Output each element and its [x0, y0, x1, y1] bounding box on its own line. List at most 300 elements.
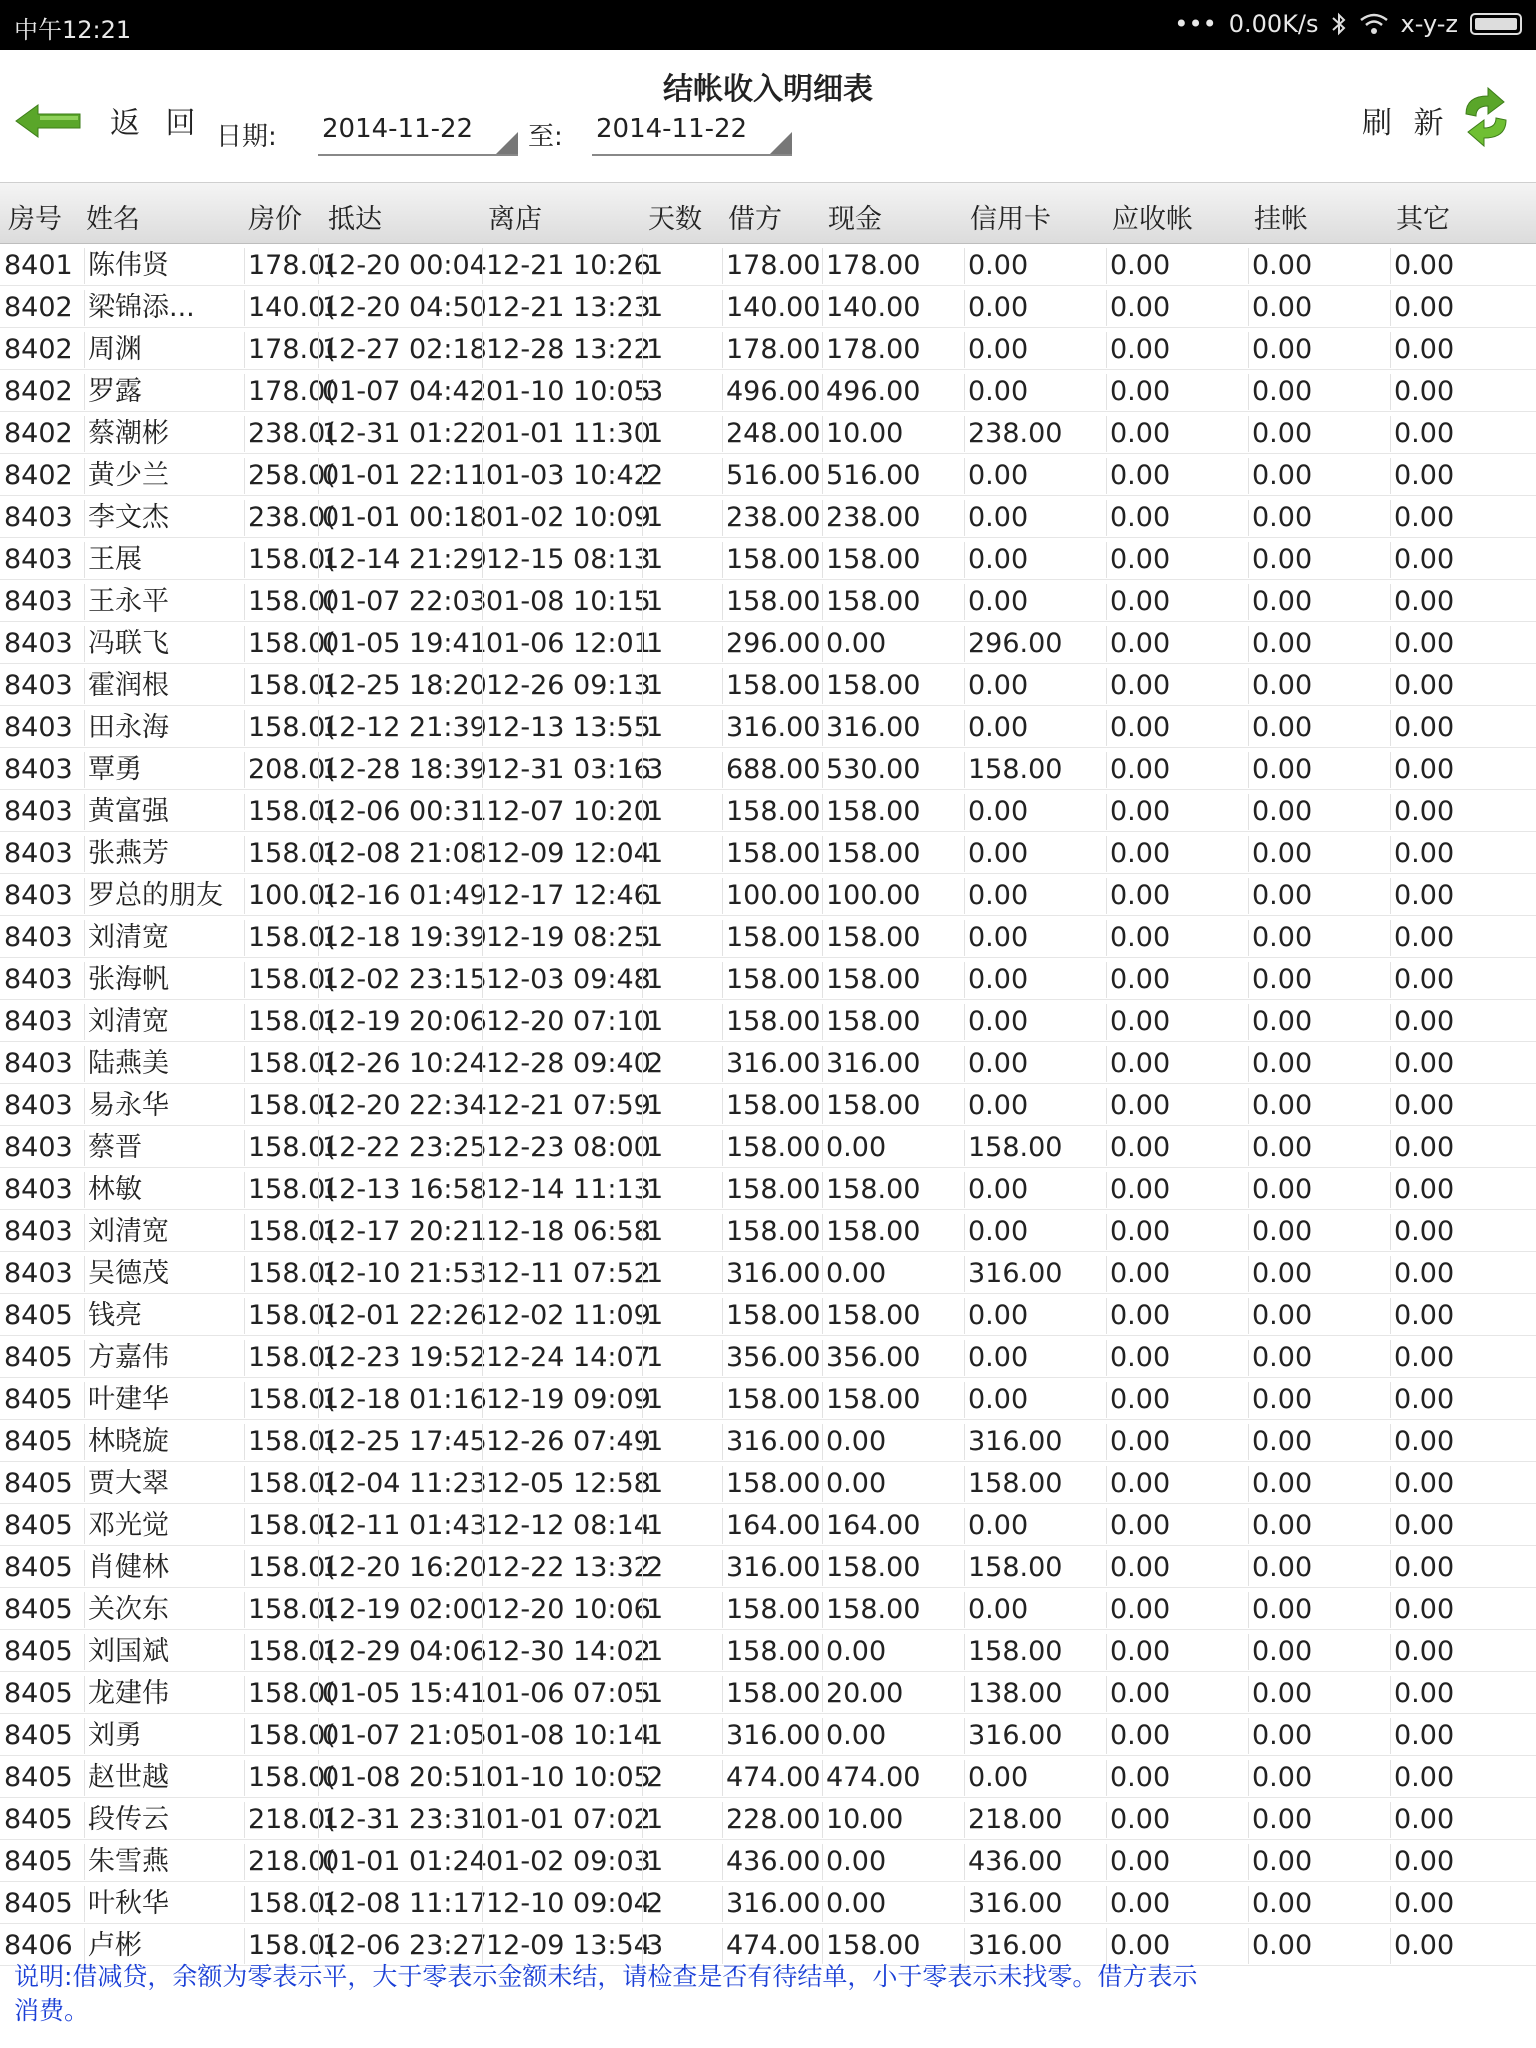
cell-on-account: 0.00 — [1248, 584, 1388, 620]
cell-arrival: 12-31 01:22 — [318, 416, 480, 452]
cell-debit: 316.00 — [722, 710, 822, 746]
cell-debit: 158.00 — [722, 1466, 822, 1502]
cell-name: 关次东 — [84, 1592, 240, 1628]
cell-receivable: 0.00 — [1106, 920, 1246, 956]
cell-credit-card: 0.00 — [964, 1340, 1104, 1376]
table-row[interactable] — [0, 1588, 1536, 1630]
table-row[interactable] — [0, 1672, 1536, 1714]
cell-departure: 12-26 09:13 — [482, 668, 640, 704]
cell-arrival: 12-31 23:31 — [318, 1802, 480, 1838]
table-row[interactable] — [0, 1420, 1536, 1462]
table-row[interactable] — [0, 1126, 1536, 1168]
cell-room: 8405 — [4, 1888, 73, 1919]
cell-receivable: 0.00 — [1106, 458, 1246, 494]
cell-other: 0.00 — [1390, 1130, 1530, 1166]
cell-cash: 158.00 — [822, 1004, 962, 1040]
cell-arrival: 12-08 11:17 — [318, 1886, 480, 1922]
table-row[interactable] — [0, 1546, 1536, 1588]
cell-rate: 158.0( — [244, 920, 318, 956]
cell-on-account: 0.00 — [1248, 794, 1388, 830]
cell-cash: 10.00 — [822, 416, 962, 452]
cell-credit-card: 0.00 — [964, 248, 1104, 284]
cell-days: 1 — [642, 1298, 718, 1334]
refresh-icon[interactable] — [1456, 84, 1516, 150]
cell-departure: 12-21 13:23 — [482, 290, 640, 326]
network-speed: 0.00K/s — [1228, 10, 1319, 38]
back-arrow-icon[interactable] — [14, 102, 82, 140]
cell-room: 8405 — [4, 1468, 73, 1499]
cell-receivable: 0.00 — [1106, 1382, 1246, 1418]
cell-room: 8405 — [4, 1678, 73, 1709]
cell-receivable: 0.00 — [1106, 1298, 1246, 1334]
cell-rate: 158.0( — [244, 1676, 318, 1712]
cell-name: 陈伟贤 — [84, 248, 240, 284]
cell-departure: 12-09 13:54 — [482, 1928, 640, 1964]
cell-days: 1 — [642, 1592, 718, 1628]
cell-departure: 12-19 08:25 — [482, 920, 640, 956]
cell-arrival: 01-05 15:41 — [318, 1676, 480, 1712]
table-row[interactable] — [0, 370, 1536, 412]
table-row[interactable] — [0, 244, 1536, 286]
cell-departure: 12-19 09:09 — [482, 1382, 640, 1418]
cell-room: 8403 — [4, 838, 73, 869]
cell-credit-card: 436.00 — [964, 1844, 1104, 1880]
table-row[interactable] — [0, 496, 1536, 538]
col-credit-card[interactable]: 信用卡 — [970, 204, 1051, 235]
cell-room: 8403 — [4, 670, 73, 701]
cell-rate: 178.0( — [244, 248, 318, 284]
cell-days: 1 — [642, 1718, 718, 1754]
col-on-account[interactable]: 挂帐 — [1254, 204, 1308, 235]
cell-rate: 158.0( — [244, 1508, 318, 1544]
cell-other: 0.00 — [1390, 1004, 1530, 1040]
cell-receivable: 0.00 — [1106, 1004, 1246, 1040]
cell-other: 0.00 — [1390, 1886, 1530, 1922]
col-room[interactable]: 房号 — [8, 204, 62, 235]
cell-departure: 12-12 08:14 — [482, 1508, 640, 1544]
cell-cash: 178.00 — [822, 248, 962, 284]
cell-debit: 158.00 — [722, 962, 822, 998]
cell-receivable: 0.00 — [1106, 878, 1246, 914]
col-other[interactable]: 其它 — [1396, 204, 1450, 235]
cell-credit-card: 158.00 — [964, 1466, 1104, 1502]
cell-days: 2 — [642, 1046, 718, 1082]
cell-on-account: 0.00 — [1248, 1802, 1388, 1838]
cell-room: 8405 — [4, 1594, 73, 1625]
cell-credit-card: 158.00 — [964, 752, 1104, 788]
cell-rate: 158.0( — [244, 1634, 318, 1670]
cell-name: 林晓旋 — [84, 1424, 240, 1460]
cell-on-account: 0.00 — [1248, 1760, 1388, 1796]
cell-departure: 01-06 12:01 — [482, 626, 640, 662]
cell-credit-card: 158.00 — [964, 1130, 1104, 1166]
table-row[interactable] — [0, 1840, 1536, 1882]
cell-rate: 158.0( — [244, 1172, 318, 1208]
cell-on-account: 0.00 — [1248, 1550, 1388, 1586]
cell-cash: 0.00 — [822, 1130, 962, 1166]
cell-debit: 178.00 — [722, 332, 822, 368]
cell-arrival: 01-01 00:18 — [318, 500, 480, 536]
cell-debit: 316.00 — [722, 1550, 822, 1586]
table-row[interactable] — [0, 580, 1536, 622]
cell-other: 0.00 — [1390, 794, 1530, 830]
cell-room: 8405 — [4, 1846, 73, 1877]
cell-arrival: 12-16 01:49 — [318, 878, 480, 914]
cell-rate: 158.0( — [244, 1004, 318, 1040]
cell-days: 1 — [642, 794, 718, 830]
cell-arrival: 01-05 19:41 — [318, 626, 480, 662]
cell-departure: 01-06 07:05 — [482, 1676, 640, 1712]
cell-room: 8405 — [4, 1804, 73, 1835]
cell-rate: 158.0( — [244, 1886, 318, 1922]
cell-departure: 12-05 12:58 — [482, 1466, 640, 1502]
cell-cash: 158.00 — [822, 1214, 962, 1250]
table-row[interactable] — [0, 1882, 1536, 1924]
cell-credit-card: 0.00 — [964, 500, 1104, 536]
cell-name: 陆燕美 — [84, 1046, 240, 1082]
cell-on-account: 0.00 — [1248, 290, 1388, 326]
cell-name: 周渊 — [84, 332, 240, 368]
col-rate[interactable]: 房价 — [248, 204, 302, 235]
cell-credit-card: 316.00 — [964, 1718, 1104, 1754]
cell-receivable: 0.00 — [1106, 1466, 1246, 1502]
cell-other: 0.00 — [1390, 1802, 1530, 1838]
cell-debit: 158.00 — [722, 1088, 822, 1124]
cell-receivable: 0.00 — [1106, 290, 1246, 326]
table-row[interactable] — [0, 454, 1536, 496]
cell-arrival: 01-01 22:11 — [318, 458, 480, 494]
cell-other: 0.00 — [1390, 752, 1530, 788]
cell-on-account: 0.00 — [1248, 1046, 1388, 1082]
date-to-field[interactable] — [592, 108, 792, 156]
cell-rate: 158.0( — [244, 1298, 318, 1334]
cell-receivable: 0.00 — [1106, 1424, 1246, 1460]
cell-debit: 158.00 — [722, 542, 822, 578]
cell-days: 1 — [642, 1004, 718, 1040]
dropdown-corner-icon — [496, 132, 518, 154]
cell-departure: 12-21 10:26 — [482, 248, 640, 284]
cell-days: 3 — [642, 1928, 718, 1964]
cell-rate: 158.0( — [244, 836, 318, 872]
date-label: 日期: — [216, 122, 277, 152]
cell-room: 8403 — [4, 1258, 73, 1289]
cell-cash: 158.00 — [822, 1088, 962, 1124]
cell-on-account: 0.00 — [1248, 626, 1388, 662]
cell-arrival: 12-25 17:45 — [318, 1424, 480, 1460]
table-row[interactable] — [0, 622, 1536, 664]
cell-cash: 0.00 — [822, 1886, 962, 1922]
cell-name: 黄富强 — [84, 794, 240, 830]
cell-rate: 158.0( — [244, 1046, 318, 1082]
cell-debit: 158.00 — [722, 1172, 822, 1208]
table-row[interactable] — [0, 1714, 1536, 1756]
cell-room: 8405 — [4, 1426, 73, 1457]
cell-receivable: 0.00 — [1106, 416, 1246, 452]
cell-other: 0.00 — [1390, 458, 1530, 494]
cell-on-account: 0.00 — [1248, 1886, 1388, 1922]
cell-name: 方嘉伟 — [84, 1340, 240, 1376]
cell-room: 8403 — [4, 1048, 73, 1079]
cell-credit-card: 0.00 — [964, 794, 1104, 830]
cell-debit: 316.00 — [722, 1886, 822, 1922]
cell-rate: 158.0( — [244, 668, 318, 704]
cell-room: 8405 — [4, 1636, 73, 1667]
cell-rate: 158.0( — [244, 584, 318, 620]
cell-cash: 158.00 — [822, 1298, 962, 1334]
table-row[interactable] — [0, 1168, 1536, 1210]
cell-credit-card: 0.00 — [964, 1004, 1104, 1040]
cell-days: 1 — [642, 836, 718, 872]
cell-credit-card: 0.00 — [964, 1382, 1104, 1418]
cell-rate: 140.0( — [244, 290, 318, 326]
cell-room: 8403 — [4, 502, 73, 533]
cell-debit: 238.00 — [722, 500, 822, 536]
cell-arrival: 12-20 16:20 — [318, 1550, 480, 1586]
table-row[interactable] — [0, 1252, 1536, 1294]
col-days[interactable]: 天数 — [648, 204, 702, 235]
cell-cash: 0.00 — [822, 626, 962, 662]
dropdown-corner-icon — [770, 132, 792, 154]
cell-rate: 208.0( — [244, 752, 318, 788]
cell-days: 1 — [642, 1214, 718, 1250]
cell-other: 0.00 — [1390, 920, 1530, 956]
cell-room: 8403 — [4, 880, 73, 911]
cell-debit: 158.00 — [722, 1298, 822, 1334]
cell-days: 1 — [642, 1844, 718, 1880]
cell-cash: 10.00 — [822, 1802, 962, 1838]
cell-cash: 0.00 — [822, 1466, 962, 1502]
cell-room: 8403 — [4, 1174, 73, 1205]
cell-arrival: 12-25 18:20 — [318, 668, 480, 704]
cell-rate: 158.0( — [244, 794, 318, 830]
cell-receivable: 0.00 — [1106, 962, 1246, 998]
cell-room: 8403 — [4, 754, 73, 785]
cell-name: 叶秋华 — [84, 1886, 240, 1922]
cell-credit-card: 316.00 — [964, 1424, 1104, 1460]
cell-debit: 158.00 — [722, 584, 822, 620]
cell-receivable: 0.00 — [1106, 1886, 1246, 1922]
cell-on-account: 0.00 — [1248, 962, 1388, 998]
cell-receivable: 0.00 — [1106, 1844, 1246, 1880]
cell-arrival: 12-26 10:24 — [318, 1046, 480, 1082]
cell-arrival: 12-20 00:04 — [318, 248, 480, 284]
cell-name: 王展 — [84, 542, 240, 578]
cell-cash: 158.00 — [822, 584, 962, 620]
table-row[interactable] — [0, 1210, 1536, 1252]
cell-other: 0.00 — [1390, 374, 1530, 410]
cell-receivable: 0.00 — [1106, 836, 1246, 872]
cell-arrival: 12-13 16:58 — [318, 1172, 480, 1208]
table-row[interactable] — [0, 874, 1536, 916]
back-button[interactable]: 返 回 — [110, 106, 204, 141]
cell-cash: 158.00 — [822, 1172, 962, 1208]
wifi-icon — [1359, 12, 1389, 36]
cell-arrival: 01-01 01:24 — [318, 1844, 480, 1880]
cell-debit: 516.00 — [722, 458, 822, 494]
cell-debit: 316.00 — [722, 1424, 822, 1460]
table-row[interactable] — [0, 1504, 1536, 1546]
table-row[interactable] — [0, 790, 1536, 832]
cell-other: 0.00 — [1390, 626, 1530, 662]
page-title: 结帐收入明细表 — [663, 72, 873, 107]
cell-name: 罗露 — [84, 374, 240, 410]
cell-arrival: 12-22 23:25 — [318, 1130, 480, 1166]
cell-rate: 158.0( — [244, 1256, 318, 1292]
table-row[interactable] — [0, 832, 1536, 874]
cell-other: 0.00 — [1390, 542, 1530, 578]
cell-on-account: 0.00 — [1248, 1382, 1388, 1418]
cell-credit-card: 316.00 — [964, 1256, 1104, 1292]
cell-departure: 12-17 12:46 — [482, 878, 640, 914]
col-departure[interactable]: 离店 — [488, 204, 542, 235]
cell-credit-card: 0.00 — [964, 1508, 1104, 1544]
table-row[interactable] — [0, 1042, 1536, 1084]
cell-rate: 158.0( — [244, 1466, 318, 1502]
cell-rate: 158.0( — [244, 1718, 318, 1754]
cell-room: 8403 — [4, 922, 73, 953]
cell-cash: 0.00 — [822, 1718, 962, 1754]
cell-rate: 258.0( — [244, 458, 318, 494]
cell-cash: 100.00 — [822, 878, 962, 914]
table-row[interactable] — [0, 286, 1536, 328]
cell-credit-card: 218.00 — [964, 1802, 1104, 1838]
cell-other: 0.00 — [1390, 710, 1530, 746]
cell-cash: 0.00 — [822, 1424, 962, 1460]
cell-departure: 12-20 10:06 — [482, 1592, 640, 1628]
table-row[interactable] — [0, 958, 1536, 1000]
cell-name: 肖健林 — [84, 1550, 240, 1586]
cell-room: 8402 — [4, 334, 73, 365]
cell-days: 2 — [642, 458, 718, 494]
table-row[interactable] — [0, 1000, 1536, 1042]
cell-debit: 158.00 — [722, 1382, 822, 1418]
cell-debit: 178.00 — [722, 248, 822, 284]
cell-other: 0.00 — [1390, 1424, 1530, 1460]
col-receivable[interactable]: 应收帐 — [1112, 204, 1193, 235]
cell-room: 8403 — [4, 712, 73, 743]
cell-rate: 238.0( — [244, 500, 318, 536]
cell-cash: 158.00 — [822, 1550, 962, 1586]
cell-name: 卢彬 — [84, 1928, 240, 1964]
table-row[interactable] — [0, 916, 1536, 958]
col-name[interactable]: 姓名 — [86, 204, 140, 235]
cell-receivable: 0.00 — [1106, 1928, 1246, 1964]
cell-debit: 296.00 — [722, 626, 822, 662]
table-row[interactable] — [0, 1336, 1536, 1378]
cell-departure: 01-02 10:09 — [482, 500, 640, 536]
cell-name: 刘清宽 — [84, 1004, 240, 1040]
cell-arrival: 12-14 21:29 — [318, 542, 480, 578]
cell-room: 8403 — [4, 628, 73, 659]
cell-days: 1 — [642, 542, 718, 578]
table-row[interactable] — [0, 664, 1536, 706]
cell-credit-card: 316.00 — [964, 1928, 1104, 1964]
cell-cash: 178.00 — [822, 332, 962, 368]
table-row[interactable] — [0, 748, 1536, 790]
cell-debit: 474.00 — [722, 1760, 822, 1796]
col-debit[interactable]: 借方 — [728, 204, 782, 235]
table-row[interactable] — [0, 706, 1536, 748]
cell-receivable: 0.00 — [1106, 1256, 1246, 1292]
table-row[interactable] — [0, 1756, 1536, 1798]
table-row[interactable] — [0, 1630, 1536, 1672]
cell-other: 0.00 — [1390, 1928, 1530, 1964]
cell-arrival: 01-07 22:03 — [318, 584, 480, 620]
cell-days: 2 — [642, 1886, 718, 1922]
table-row[interactable] — [0, 1378, 1536, 1420]
cell-other: 0.00 — [1390, 332, 1530, 368]
cell-arrival: 12-10 21:53 — [318, 1256, 480, 1292]
cell-debit: 474.00 — [722, 1928, 822, 1964]
cell-rate: 158.0( — [244, 1382, 318, 1418]
cell-departure: 12-30 14:02 — [482, 1634, 640, 1670]
cell-arrival: 12-18 01:16 — [318, 1382, 480, 1418]
table-header — [0, 182, 1536, 244]
table-body[interactable] — [0, 244, 1536, 1961]
cell-days: 3 — [642, 752, 718, 788]
cell-on-account: 0.00 — [1248, 374, 1388, 410]
cell-rate: 218.0( — [244, 1844, 318, 1880]
cell-name: 刘清宽 — [84, 920, 240, 956]
cell-days: 2 — [642, 1550, 718, 1586]
cell-name: 朱雪燕 — [84, 1844, 240, 1880]
table-row[interactable] — [0, 538, 1536, 580]
cell-name: 蔡晋 — [84, 1130, 240, 1166]
col-cash[interactable]: 现金 — [828, 204, 882, 235]
cell-rate: 158.0( — [244, 1424, 318, 1460]
cell-other: 0.00 — [1390, 1466, 1530, 1502]
refresh-button[interactable]: 刷 新 — [1362, 106, 1450, 141]
cell-name: 邓光觉 — [84, 1508, 240, 1544]
cell-departure: 12-22 13:32 — [482, 1550, 640, 1586]
cell-name: 钱亮 — [84, 1298, 240, 1334]
cell-room: 8402 — [4, 418, 73, 449]
cell-debit: 158.00 — [722, 1592, 822, 1628]
cell-other: 0.00 — [1390, 1046, 1530, 1082]
cell-cash: 158.00 — [822, 542, 962, 578]
cell-cash: 158.00 — [822, 794, 962, 830]
cell-room: 8406 — [4, 1930, 73, 1961]
col-arrival[interactable]: 抵达 — [328, 204, 382, 235]
cell-debit: 158.00 — [722, 1214, 822, 1250]
table-row[interactable] — [0, 328, 1536, 370]
status-bar — [0, 0, 1536, 50]
cell-cash: 0.00 — [822, 1634, 962, 1670]
cell-debit: 496.00 — [722, 374, 822, 410]
cell-on-account: 0.00 — [1248, 1088, 1388, 1124]
cell-arrival: 12-20 22:34 — [318, 1088, 480, 1124]
cell-days: 1 — [642, 1130, 718, 1166]
cell-receivable: 0.00 — [1106, 1676, 1246, 1712]
battery-icon — [1470, 13, 1522, 35]
cell-on-account: 0.00 — [1248, 1004, 1388, 1040]
cell-days: 1 — [642, 710, 718, 746]
table-row[interactable] — [0, 412, 1536, 454]
table-row[interactable] — [0, 1462, 1536, 1504]
cell-days: 1 — [642, 920, 718, 956]
table-row[interactable] — [0, 1798, 1536, 1840]
table-row[interactable] — [0, 1294, 1536, 1336]
cell-debit: 316.00 — [722, 1718, 822, 1754]
cell-departure: 12-15 08:13 — [482, 542, 640, 578]
cell-on-account: 0.00 — [1248, 1634, 1388, 1670]
cell-on-account: 0.00 — [1248, 248, 1388, 284]
cell-departure: 12-28 09:40 — [482, 1046, 640, 1082]
cell-other: 0.00 — [1390, 1088, 1530, 1124]
date-from-field[interactable] — [318, 108, 518, 156]
cell-cash: 356.00 — [822, 1340, 962, 1376]
table-row[interactable] — [0, 1084, 1536, 1126]
